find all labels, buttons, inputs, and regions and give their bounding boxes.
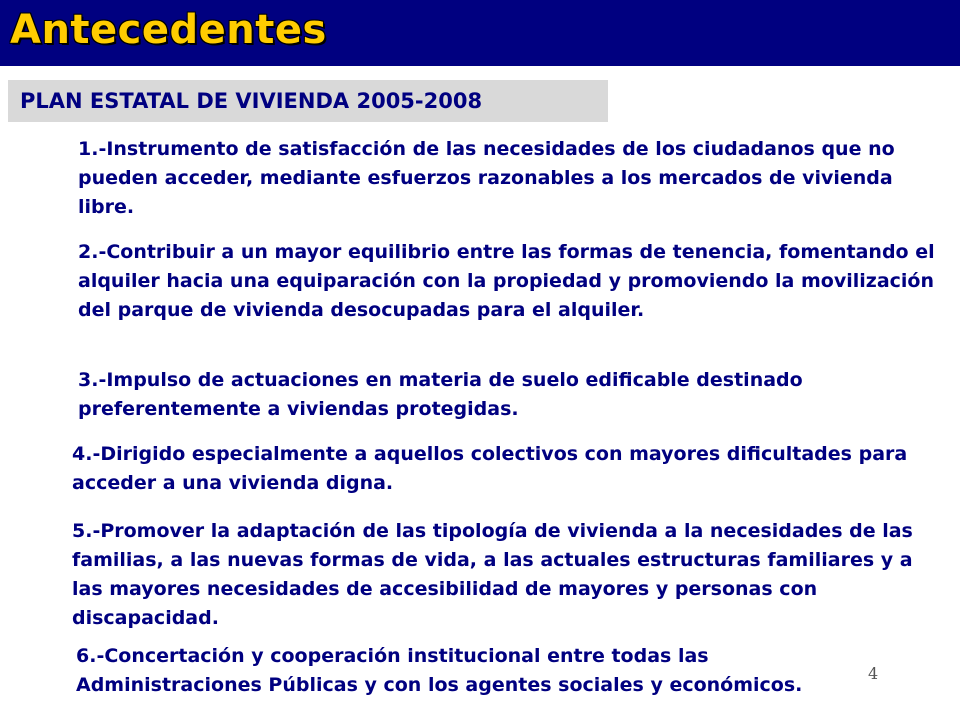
list-item: 4.-Dirigido especialmente a aquellos colectivos con mayores dificultades para acceder a una vivienda digna. bbox=[72, 443, 908, 494]
slide-title: Antecedentes bbox=[10, 7, 327, 53]
plan-heading: PLAN ESTATAL DE VIVIENDA 2005-2008 bbox=[20, 89, 483, 113]
list-item: 5.-Promover la adaptación de las tipología de vivienda a la necesidades de las familias, a las nuevas formas de vida, a las actuales estructuras familiares y a las mayores necesidades de accesibilidad de mayores y personas con discapacidad. bbox=[72, 520, 913, 629]
list-item: 2.-Contribuir a un mayor equilibrio entre las formas de tenencia, fomentando el alquiler hacia una equiparación con la propiedad y promoviendo la movilización del parque de vivienda desocupadas para el alquiler. bbox=[78, 241, 935, 321]
subtitle-band bbox=[8, 80, 608, 122]
list-item: 6.-Concertación y cooperación institucional entre todas las Administraciones Públicas y con los agentes sociales y económicos. bbox=[76, 645, 803, 696]
title-bar bbox=[0, 0, 960, 66]
list-item: 1.-Instrumento de satisfacción de las necesidades de los ciudadanos que no pueden acceder, mediante esfuerzos razonables a los mercados de vivienda libre. bbox=[78, 138, 895, 218]
list-item: 3.-Impulso de actuaciones en materia de suelo edificable destinado preferentemente a viviendas protegidas. bbox=[78, 369, 803, 420]
page-number: 4 bbox=[868, 664, 879, 683]
